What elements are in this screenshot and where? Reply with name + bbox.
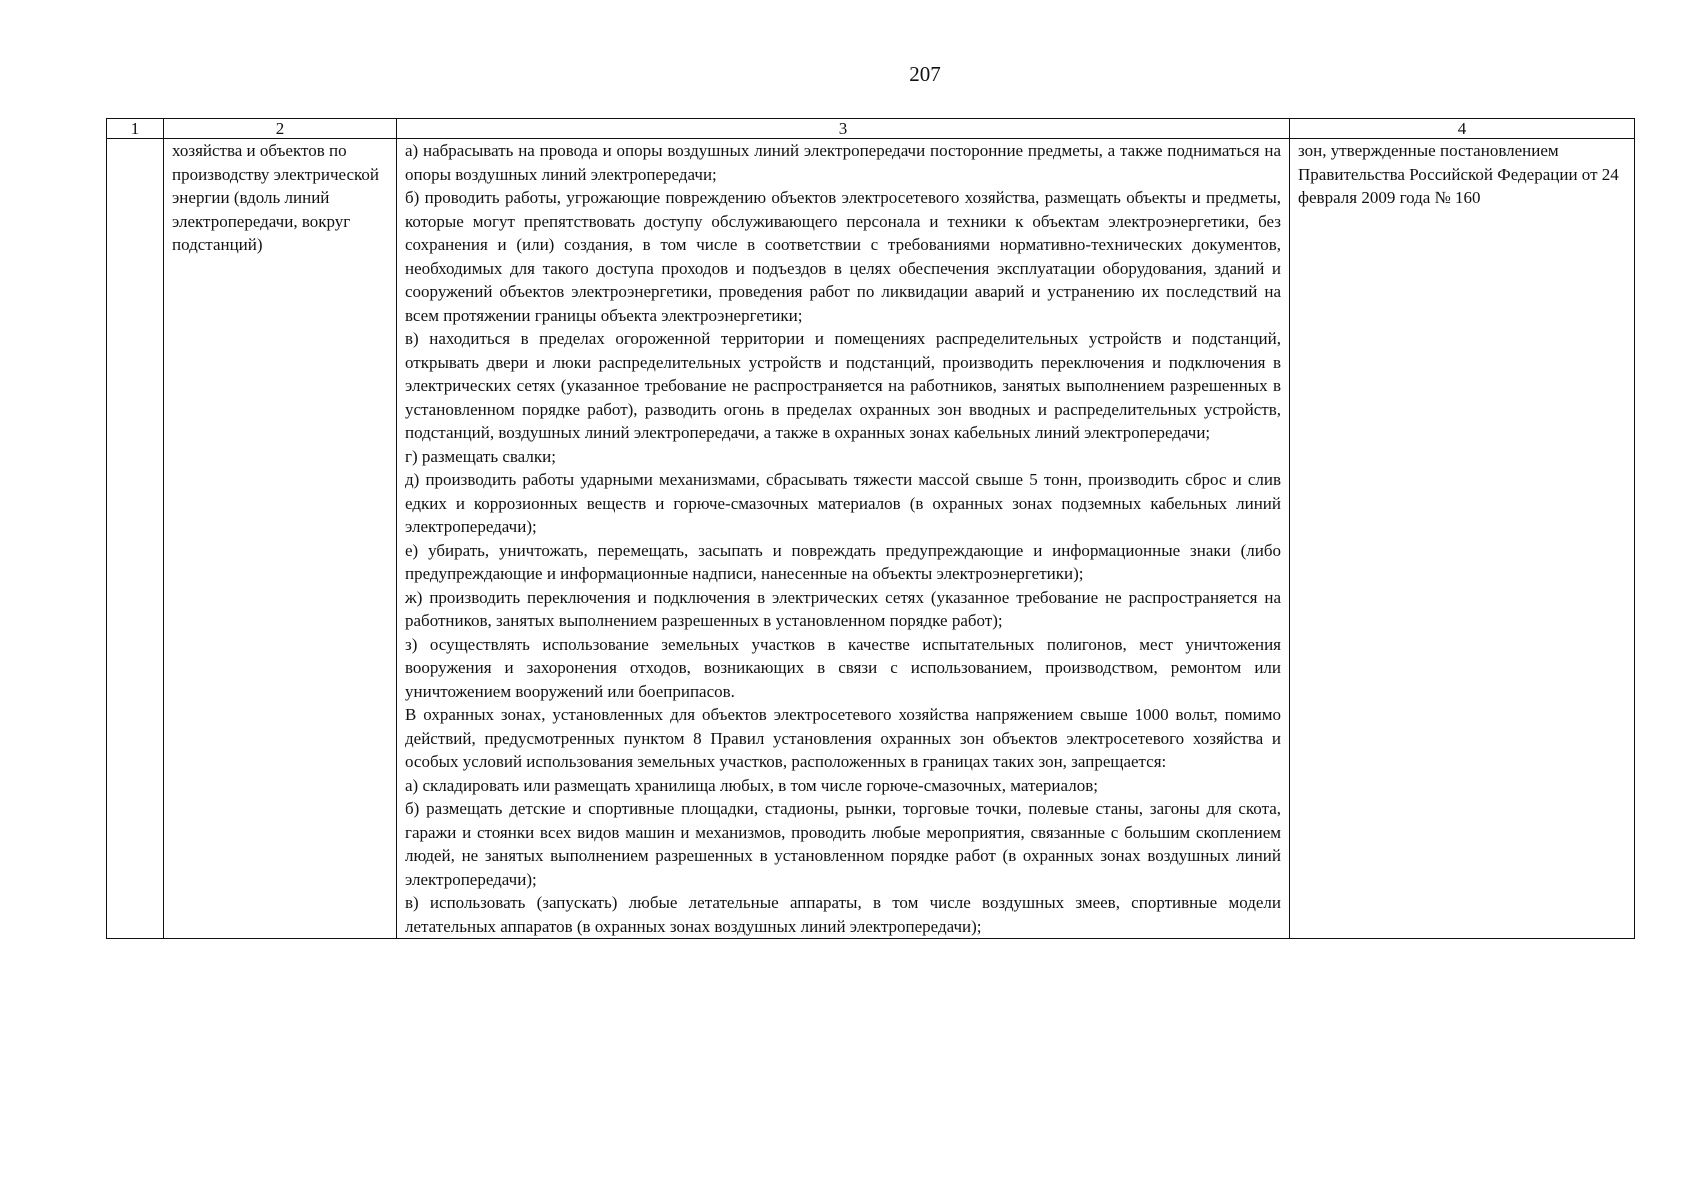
column-header-4: 4 [1290,119,1635,139]
restriction-paragraph: а) складировать или размещать хранилища любых, в том числе горюче-смазочных, материалов; [405,775,1098,795]
restriction-paragraph: г) размещать свалки; [405,446,556,466]
page-number: 207 [909,62,941,86]
restriction-paragraph: В охранных зонах, установленных для объектов электросетевого хозяйства напряжением свыше 1000 вольт, помимо действий, предусмотренных пунктом 8 Правил установления охранных зон объектов электросетевого хозяйства и особых условий использования земельных участков, расположенных в границах таких зон, запрещается: [405,705,1281,771]
cell-col-4-legal-basis: зон, утвержденные постановлением Правительства Российской Федерации от 24 февраля 2009 года № 160 [1290,139,1635,939]
cell-col-3-restrictions [397,139,1290,939]
restriction-paragraph: д) производить работы ударными механизмами, сбрасывать тяжести массой свыше 5 тонн, производить сброс и слив едких и коррозионных веществ и горюче-смазочных материалов (в охранных зонах подземных кабельных линий электропередачи); [405,470,1281,536]
restriction-paragraph: б) размещать детские и спортивные площадки, стадионы, рынки, торговые точки, полевые станы, загоны для скота, гаражи и стоянки всех видов машин и механизмов, проводить любые мероприятия, связанные с большим скоплением людей, не занятых выполнением разрешенных в установленном порядке работ (в охранных зонах воздушных линий электропередачи); [405,799,1281,889]
column-header-1: 1 [107,119,164,139]
restriction-paragraph: б) проводить работы, угрожающие повреждению объектов электросетевого хозяйства, размещать объекты и предметы, которые могут препятствовать доступу обслуживающего персонала и техники к объектам электроэнергетики, без сохранения и (или) создания, в том числе в соответствии с требованиями нормативно-технических документов, необходимых для такого доступа проходов и подъездов в целях обеспечения эксплуатации оборудования, зданий и сооружений объектов электроэнергетики, проведения работ по ликвидации аварий и устранению их последствий на всем протяжении границы объекта электроэнергетики; [405,188,1281,325]
cell-col-1 [107,139,164,939]
table-header-row [107,119,1635,139]
restriction-paragraph: ж) производить переключения и подключения в электрических сетях (указанное требование не распространяется на работников, занятых выполнением разрешенных в установленном порядке работ); [405,587,1281,630]
restriction-paragraph: з) осуществлять использование земельных участков в качестве испытательных полигонов, мест уничтожения вооружения и захоронения отходов, возникающих в связи с использованием, производством, ремонтом или уничтожением вооружений или боеприпасов. [405,634,1281,701]
restriction-paragraph: в) находиться в пределах огороженной территории и помещениях распределительных устройств и подстанций, открывать двери и люки распределительных устройств и подстанций, производить переключения и подключения в электрических сетях (указанное требование не распространяется на работников, занятых выполнением разрешенных в установленном порядке работ), разводить огонь в пределах охранных зон вводных и распределительных устройств, подстанций, воздушных линий электропередачи, а также в охранных зонах кабельных линий электропередачи; [405,329,1281,442]
column-header-2: 2 [164,119,397,139]
restriction-paragraph: в) использовать (запускать) любые летательные аппараты, в том числе воздушных змеев, спортивные модели летательных аппаратов (в охранных зонах воздушных линий электропередачи); [405,893,1281,936]
regulation-table [106,118,1635,939]
table-row [107,139,1635,939]
restriction-paragraph: е) убирать, уничтожать, перемещать, засыпать и повреждать предупреждающие и информационные знаки (либо предупреждающие и информационные надписи, нанесенные на объекты электроэнергетики); [405,540,1281,583]
column-header-3: 3 [397,119,1290,139]
restriction-paragraph: а) набрасывать на провода и опоры воздушных линий электропередачи посторонние предметы, а также подниматься на опоры воздушных линий электропередачи; [405,141,1281,184]
cell-col-2-object-type: хозяйства и объектов по производству электрической энергии (вдоль линий электропередачи, вокруг подстанций) [164,139,397,939]
